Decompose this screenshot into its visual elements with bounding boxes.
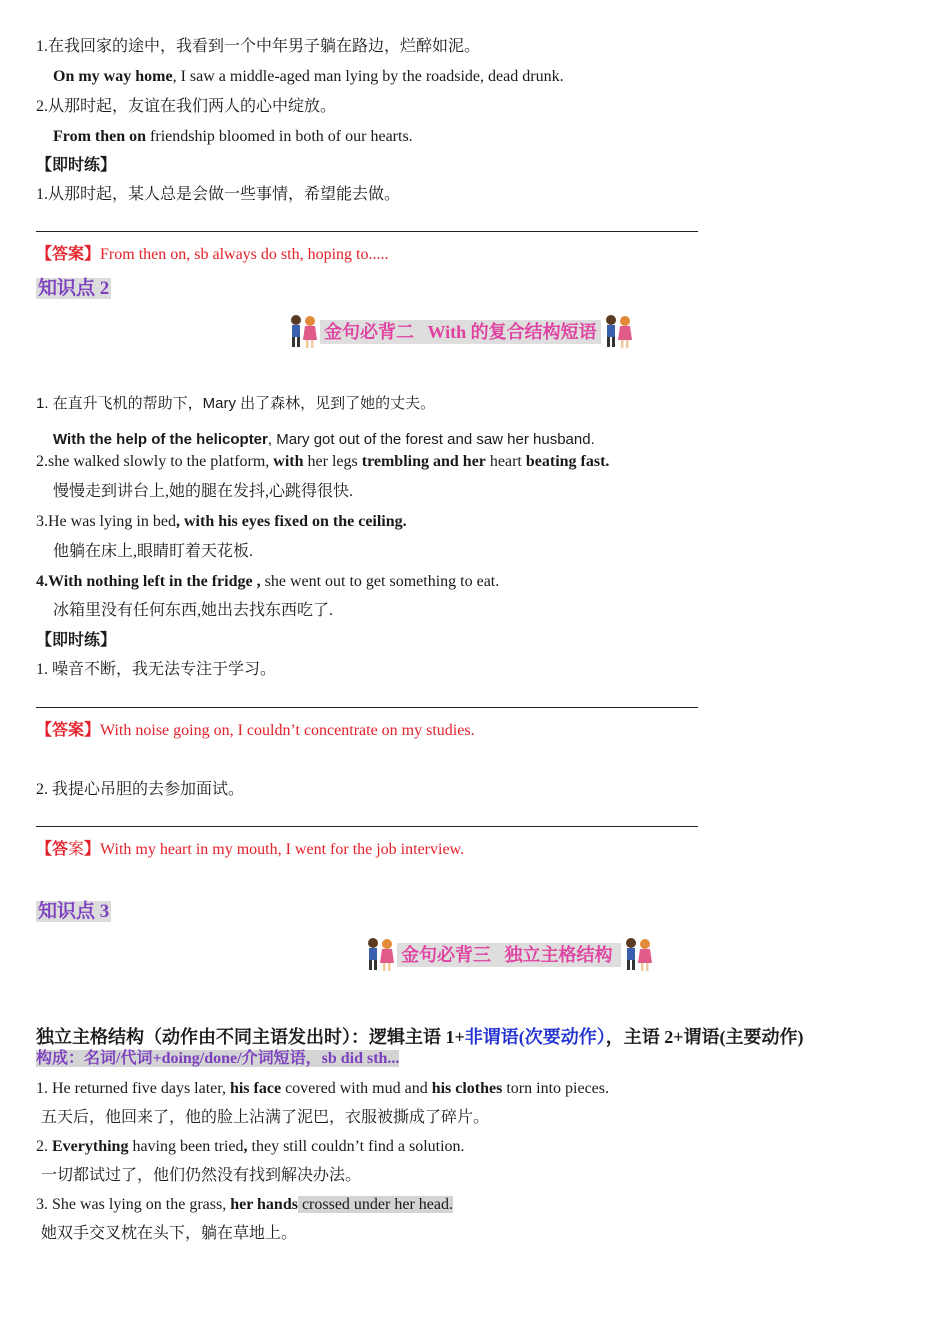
children-icon (621, 935, 655, 975)
answer-line (36, 707, 698, 708)
knowledge-point-2-title (36, 277, 111, 302)
kp2-example-1-en (36, 430, 595, 450)
answer-text: With my heart in my mouth, I went for the job interview. (100, 841, 465, 858)
phrase: his face (229, 1080, 282, 1097)
children-icon (601, 312, 635, 352)
kp2-example-2-en (36, 452, 609, 472)
emphasis: 非谓语(次要动作） (464, 1027, 606, 1047)
text: 独立主格结构（动作由不同主语发出时）：逻辑主语 1+ (36, 1027, 465, 1047)
banner-title: 金句必背二 With 的复合结构短语 (320, 320, 601, 344)
kp2-example-2-cn: 慢慢走到讲台上,她的腿在发抖,心跳得很快. (53, 483, 354, 500)
practice-question-1: 1. 噪音不断，我无法专注于学习。 (36, 661, 277, 678)
heading: 知识点 2 (38, 278, 110, 299)
form-text: 构成：名词/代词+doing/done/介词短语，sb did sth... (36, 1050, 400, 1067)
text: 3. She was lying on the grass, (36, 1196, 231, 1213)
practice-label: 【即时练】 (36, 157, 117, 174)
text: , Mary got out of the forest and saw her husband. (267, 431, 595, 448)
answer-label: 】 (84, 841, 101, 858)
heading: 知识点 3 (38, 901, 110, 922)
kp3-example-1-cn: 五天后，他回来了，他的脸上沾满了泥巴，衣服被撕成了碎片。 (41, 1109, 490, 1126)
text: 1. He returned five days later, (36, 1080, 230, 1097)
text: ，主语 2+谓语(主要动作) (605, 1027, 804, 1047)
kp3-example-3-en (36, 1195, 453, 1215)
example-2-en (36, 127, 413, 147)
answer-label: 【答 (36, 841, 69, 858)
kp2-example-4-en (36, 572, 499, 592)
phrase: beating fast. (525, 453, 610, 470)
phrase: Everything (52, 1138, 129, 1155)
text: 2.she walked slowly to the platform, (36, 453, 274, 470)
phrase: , with his eyes fixed on the ceiling. (175, 513, 407, 530)
phrase: , (243, 1138, 248, 1155)
structure-form (36, 1049, 399, 1069)
answer-label: 【答案】 (36, 246, 101, 263)
kp2-example-3-cn: 他躺在床上,眼睛盯着天花板. (53, 543, 254, 560)
answer-1 (36, 245, 388, 265)
answer-line (36, 826, 698, 827)
kp3-example-1-en (36, 1079, 609, 1099)
banner-title: 金句必背三 独立主格结构 (397, 943, 621, 967)
phrase: her hands (230, 1196, 298, 1213)
phrase: 4.With nothing left in the fridge , (36, 573, 261, 590)
banner-2 (286, 312, 635, 352)
highlighted-text: crossed under her head. (297, 1196, 453, 1213)
example-2-cn: 2.从那时起，友谊在我们两人的心中绽放。 (36, 98, 337, 115)
example-1-en (36, 67, 564, 87)
kp2-example-1-cn: 1. 在直升飞机的帮助下，Mary 出了森林，见到了她的丈夫。 (36, 395, 436, 412)
answer-text: With noise going on, I couldn’t concentrate on my studies. (100, 722, 475, 739)
practice-question-2: 2. 我提心吊胆的去参加面试。 (36, 781, 245, 798)
structure-rule (36, 1026, 804, 1048)
example-1-cn: 1.在我回家的途中，我看到一个中年男子躺在路边，烂醉如泥。 (36, 38, 481, 55)
phrase: his clothes (431, 1080, 503, 1097)
answer-label: 案 (68, 841, 85, 858)
knowledge-point-3-title (36, 900, 111, 925)
text: they still couldn’t find a solution. (247, 1138, 465, 1155)
banner-3 (363, 935, 655, 975)
kp2-example-3-en (36, 512, 407, 532)
text: torn into pieces. (502, 1080, 609, 1097)
text: covered with mud and (281, 1080, 432, 1097)
phrase: with (273, 453, 304, 470)
text: 2. (36, 1138, 52, 1155)
text: friendship bloomed in both of our hearts. (146, 128, 413, 145)
kp3-example-2-en (36, 1137, 465, 1157)
practice-label: 【即时练】 (36, 632, 117, 649)
text: 3.He was lying in bed (36, 513, 176, 530)
children-icon (286, 312, 320, 352)
answer-1 (36, 721, 475, 741)
text: she went out to get something to eat. (260, 573, 500, 590)
text: , I saw a middle-aged man lying by the roadside, dead drunk. (172, 68, 564, 85)
kp2-example-4-cn: 冰箱里没有任何东西,她出去找东西吃了. (53, 602, 334, 619)
kp3-example-2-cn: 一切都试过了，他们仍然没有找到解决办法。 (41, 1167, 362, 1184)
phrase: With the help of the helicopter (53, 431, 268, 448)
answer-2 (36, 840, 464, 860)
answer-text: From then on, sb always do sth, hoping to..... (100, 246, 389, 263)
text: heart (485, 453, 526, 470)
children-icon (363, 935, 397, 975)
kp3-example-3-cn: 她双手交叉枕在头下，躺在草地上。 (41, 1225, 298, 1242)
phrase: On my way home (53, 68, 173, 85)
practice-question-1: 1.从那时起，某人总是会做一些事情，希望能去做。 (36, 186, 401, 203)
phrase: trembling and her (361, 453, 486, 470)
answer-line (36, 231, 698, 232)
answer-label: 【答案】 (36, 722, 101, 739)
text: her legs (303, 453, 362, 470)
phrase: From then on (53, 128, 147, 145)
text: having been tried (128, 1138, 244, 1155)
